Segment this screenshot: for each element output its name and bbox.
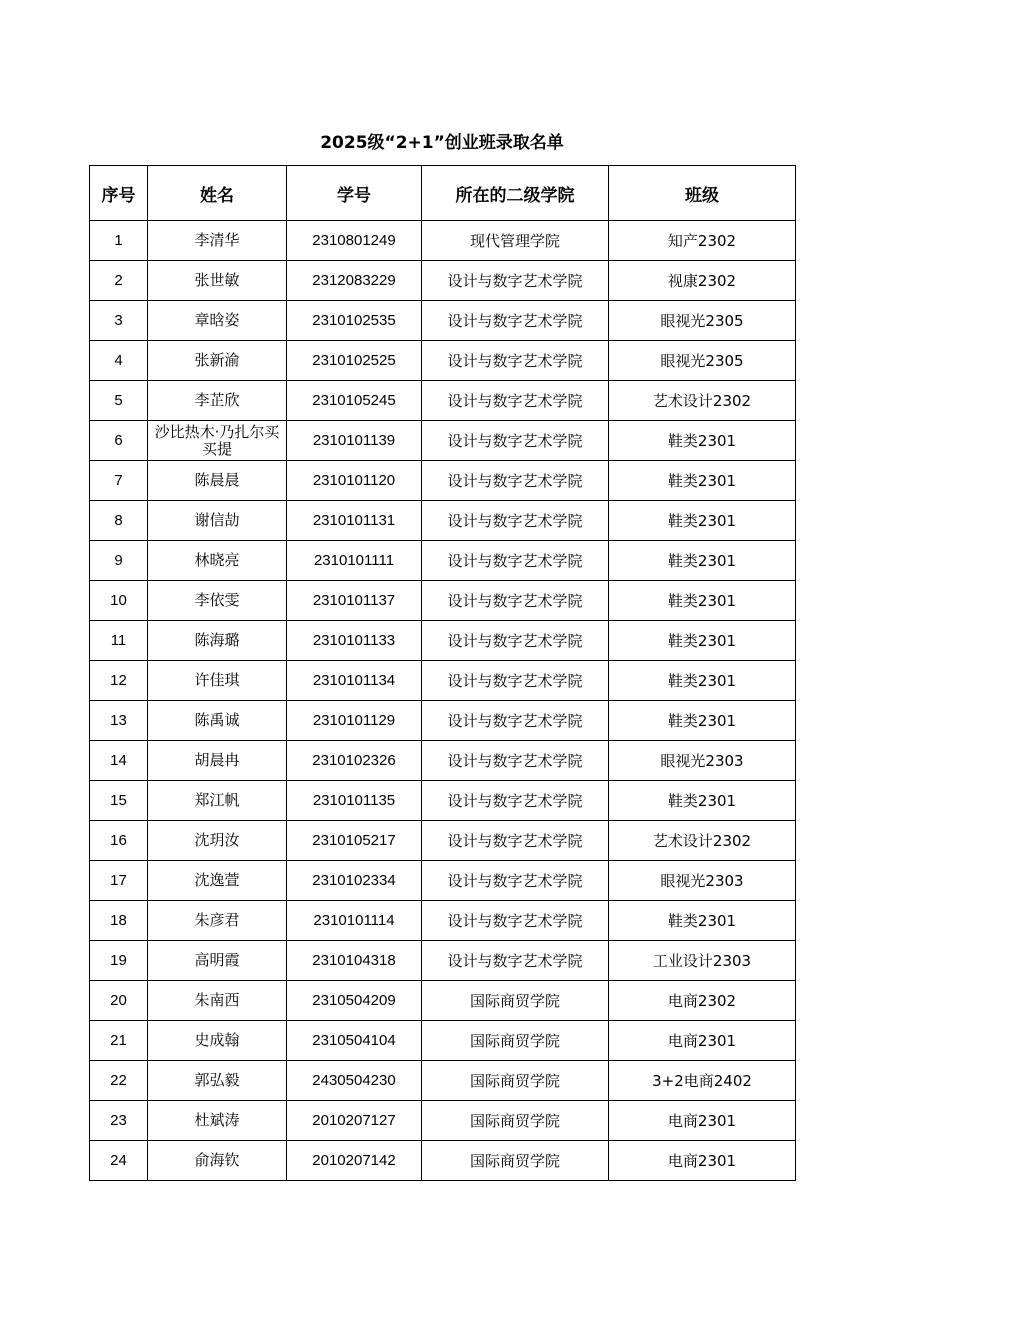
table-row: [90, 861, 796, 901]
cell-class: 鞋类2301: [609, 661, 796, 701]
cell-student-id: 2310101131: [287, 501, 422, 541]
cell-name: 李清华: [148, 221, 287, 261]
cell-college: 设计与数字艺术学院: [422, 501, 609, 541]
cell-class: 视康2302: [609, 261, 796, 301]
cell-class: 电商2301: [609, 1021, 796, 1061]
cell-student-id: 2010207127: [287, 1101, 422, 1141]
header-class: 班级: [609, 166, 796, 221]
cell-name: 李依雯: [148, 581, 287, 621]
table-row: [90, 461, 796, 501]
cell-seq: 21: [90, 1021, 148, 1061]
table-row: [90, 421, 796, 461]
cell-name: 许佳琪: [148, 661, 287, 701]
table-row: [90, 821, 796, 861]
cell-class: 工业设计2303: [609, 941, 796, 981]
cell-class: 鞋类2301: [609, 781, 796, 821]
cell-student-id: 2310101133: [287, 621, 422, 661]
cell-college: 设计与数字艺术学院: [422, 741, 609, 781]
cell-seq: 17: [90, 861, 148, 901]
cell-name: 沈玥汝: [148, 821, 287, 861]
cell-student-id: 2310101137: [287, 581, 422, 621]
table-row: [90, 1141, 796, 1181]
cell-college: 设计与数字艺术学院: [422, 701, 609, 741]
cell-college: 设计与数字艺术学院: [422, 261, 609, 301]
table-row: [90, 341, 796, 381]
cell-name: 朱南西: [148, 981, 287, 1021]
cell-student-id: 2310102326: [287, 741, 422, 781]
cell-class: 鞋类2301: [609, 501, 796, 541]
header-student-id: 学号: [287, 166, 422, 221]
cell-class: 鞋类2301: [609, 461, 796, 501]
cell-name: 谢信劼: [148, 501, 287, 541]
cell-name: 郑江帆: [148, 781, 287, 821]
cell-student-id: 2310102525: [287, 341, 422, 381]
cell-college: 设计与数字艺术学院: [422, 781, 609, 821]
cell-seq: 16: [90, 821, 148, 861]
cell-class: 眼视光2303: [609, 741, 796, 781]
cell-class: 眼视光2303: [609, 861, 796, 901]
cell-seq: 8: [90, 501, 148, 541]
cell-college: 设计与数字艺术学院: [422, 461, 609, 501]
table-row: [90, 1101, 796, 1141]
cell-seq: 10: [90, 581, 148, 621]
cell-name: 沈逸萱: [148, 861, 287, 901]
cell-class: 鞋类2301: [609, 621, 796, 661]
cell-college: 设计与数字艺术学院: [422, 581, 609, 621]
cell-student-id: 2310101139: [287, 421, 422, 461]
cell-seq: 4: [90, 341, 148, 381]
cell-class: 鞋类2301: [609, 421, 796, 461]
cell-class: 电商2301: [609, 1141, 796, 1181]
cell-student-id: 2312083229: [287, 261, 422, 301]
cell-student-id: 2310101129: [287, 701, 422, 741]
table-row: [90, 541, 796, 581]
cell-class: 电商2302: [609, 981, 796, 1021]
cell-student-id: 2310102535: [287, 301, 422, 341]
cell-student-id: 2310102334: [287, 861, 422, 901]
cell-college: 设计与数字艺术学院: [422, 621, 609, 661]
cell-seq: 2: [90, 261, 148, 301]
cell-college: 设计与数字艺术学院: [422, 421, 609, 461]
cell-college: 设计与数字艺术学院: [422, 301, 609, 341]
document-title: 2025级“2+1”创业班录取名单: [320, 133, 564, 153]
header-seq: 序号: [90, 166, 148, 221]
cell-class: 3+2电商2402: [609, 1061, 796, 1101]
table-row: [90, 501, 796, 541]
cell-name: 俞海钦: [148, 1141, 287, 1181]
cell-seq: 14: [90, 741, 148, 781]
cell-college: 设计与数字艺术学院: [422, 341, 609, 381]
cell-name: 陈禹诚: [148, 701, 287, 741]
cell-name: 高明霞: [148, 941, 287, 981]
table-row: [90, 941, 796, 981]
cell-seq: 11: [90, 621, 148, 661]
cell-college: 设计与数字艺术学院: [422, 661, 609, 701]
cell-class: 眼视光2305: [609, 301, 796, 341]
cell-college: 国际商贸学院: [422, 1141, 609, 1181]
cell-student-id: 2010207142: [287, 1141, 422, 1181]
cell-name: 杜斌涛: [148, 1101, 287, 1141]
cell-student-id: 2310101120: [287, 461, 422, 501]
table-row: [90, 741, 796, 781]
cell-name: 沙比热木·乃扎尔买买提: [148, 421, 287, 461]
cell-student-id: 2310104318: [287, 941, 422, 981]
cell-student-id: 2310101111: [287, 541, 422, 581]
table-header-row: [90, 166, 796, 221]
cell-college: 现代管理学院: [422, 221, 609, 261]
cell-student-id: 2310101135: [287, 781, 422, 821]
table-row: [90, 661, 796, 701]
cell-name: 林晓亮: [148, 541, 287, 581]
table-row: [90, 581, 796, 621]
cell-seq: 23: [90, 1101, 148, 1141]
cell-seq: 24: [90, 1141, 148, 1181]
cell-name: 胡晨冉: [148, 741, 287, 781]
cell-student-id: 2310504209: [287, 981, 422, 1021]
cell-name: 史成翰: [148, 1021, 287, 1061]
cell-college: 设计与数字艺术学院: [422, 541, 609, 581]
cell-name: 李芷欣: [148, 381, 287, 421]
cell-seq: 7: [90, 461, 148, 501]
cell-seq: 12: [90, 661, 148, 701]
cell-class: 眼视光2305: [609, 341, 796, 381]
cell-college: 设计与数字艺术学院: [422, 821, 609, 861]
cell-college: 国际商贸学院: [422, 1021, 609, 1061]
cell-seq: 22: [90, 1061, 148, 1101]
cell-seq: 19: [90, 941, 148, 981]
cell-name: 章晗姿: [148, 301, 287, 341]
cell-class: 艺术设计2302: [609, 381, 796, 421]
cell-student-id: 2310101114: [287, 901, 422, 941]
cell-class: 鞋类2301: [609, 581, 796, 621]
cell-college: 设计与数字艺术学院: [422, 861, 609, 901]
header-college: 所在的二级学院: [422, 166, 609, 221]
table-row: [90, 701, 796, 741]
cell-class: 鞋类2301: [609, 701, 796, 741]
cell-name: 张世敏: [148, 261, 287, 301]
admission-table: [89, 165, 796, 1181]
cell-student-id: 2430504230: [287, 1061, 422, 1101]
table-row: [90, 221, 796, 261]
cell-seq: 18: [90, 901, 148, 941]
cell-class: 鞋类2301: [609, 901, 796, 941]
cell-seq: 1: [90, 221, 148, 261]
table-row: [90, 901, 796, 941]
cell-seq: 5: [90, 381, 148, 421]
cell-seq: 13: [90, 701, 148, 741]
cell-college: 国际商贸学院: [422, 981, 609, 1021]
cell-name: 郭弘毅: [148, 1061, 287, 1101]
cell-class: 艺术设计2302: [609, 821, 796, 861]
cell-college: 设计与数字艺术学院: [422, 381, 609, 421]
cell-student-id: 2310504104: [287, 1021, 422, 1061]
cell-college: 设计与数字艺术学院: [422, 901, 609, 941]
cell-student-id: 2310105245: [287, 381, 422, 421]
cell-name: 张新渝: [148, 341, 287, 381]
cell-seq: 3: [90, 301, 148, 341]
table-row: [90, 381, 796, 421]
header-name: 姓名: [148, 166, 287, 221]
cell-name: 陈晨晨: [148, 461, 287, 501]
table-row: [90, 781, 796, 821]
cell-name: 陈海璐: [148, 621, 287, 661]
cell-student-id: 2310105217: [287, 821, 422, 861]
cell-seq: 15: [90, 781, 148, 821]
cell-class: 电商2301: [609, 1101, 796, 1141]
cell-seq: 20: [90, 981, 148, 1021]
cell-class: 鞋类2301: [609, 541, 796, 581]
cell-class: 知产2302: [609, 221, 796, 261]
cell-name: 朱彦君: [148, 901, 287, 941]
cell-college: 国际商贸学院: [422, 1061, 609, 1101]
table-row: [90, 1061, 796, 1101]
cell-student-id: 2310801249: [287, 221, 422, 261]
cell-college: 国际商贸学院: [422, 1101, 609, 1141]
cell-student-id: 2310101134: [287, 661, 422, 701]
table-row: [90, 621, 796, 661]
cell-seq: 9: [90, 541, 148, 581]
cell-college: 设计与数字艺术学院: [422, 941, 609, 981]
table-row: [90, 1021, 796, 1061]
table-row: [90, 981, 796, 1021]
cell-seq: 6: [90, 421, 148, 461]
table-row: [90, 261, 796, 301]
table-row: [90, 301, 796, 341]
